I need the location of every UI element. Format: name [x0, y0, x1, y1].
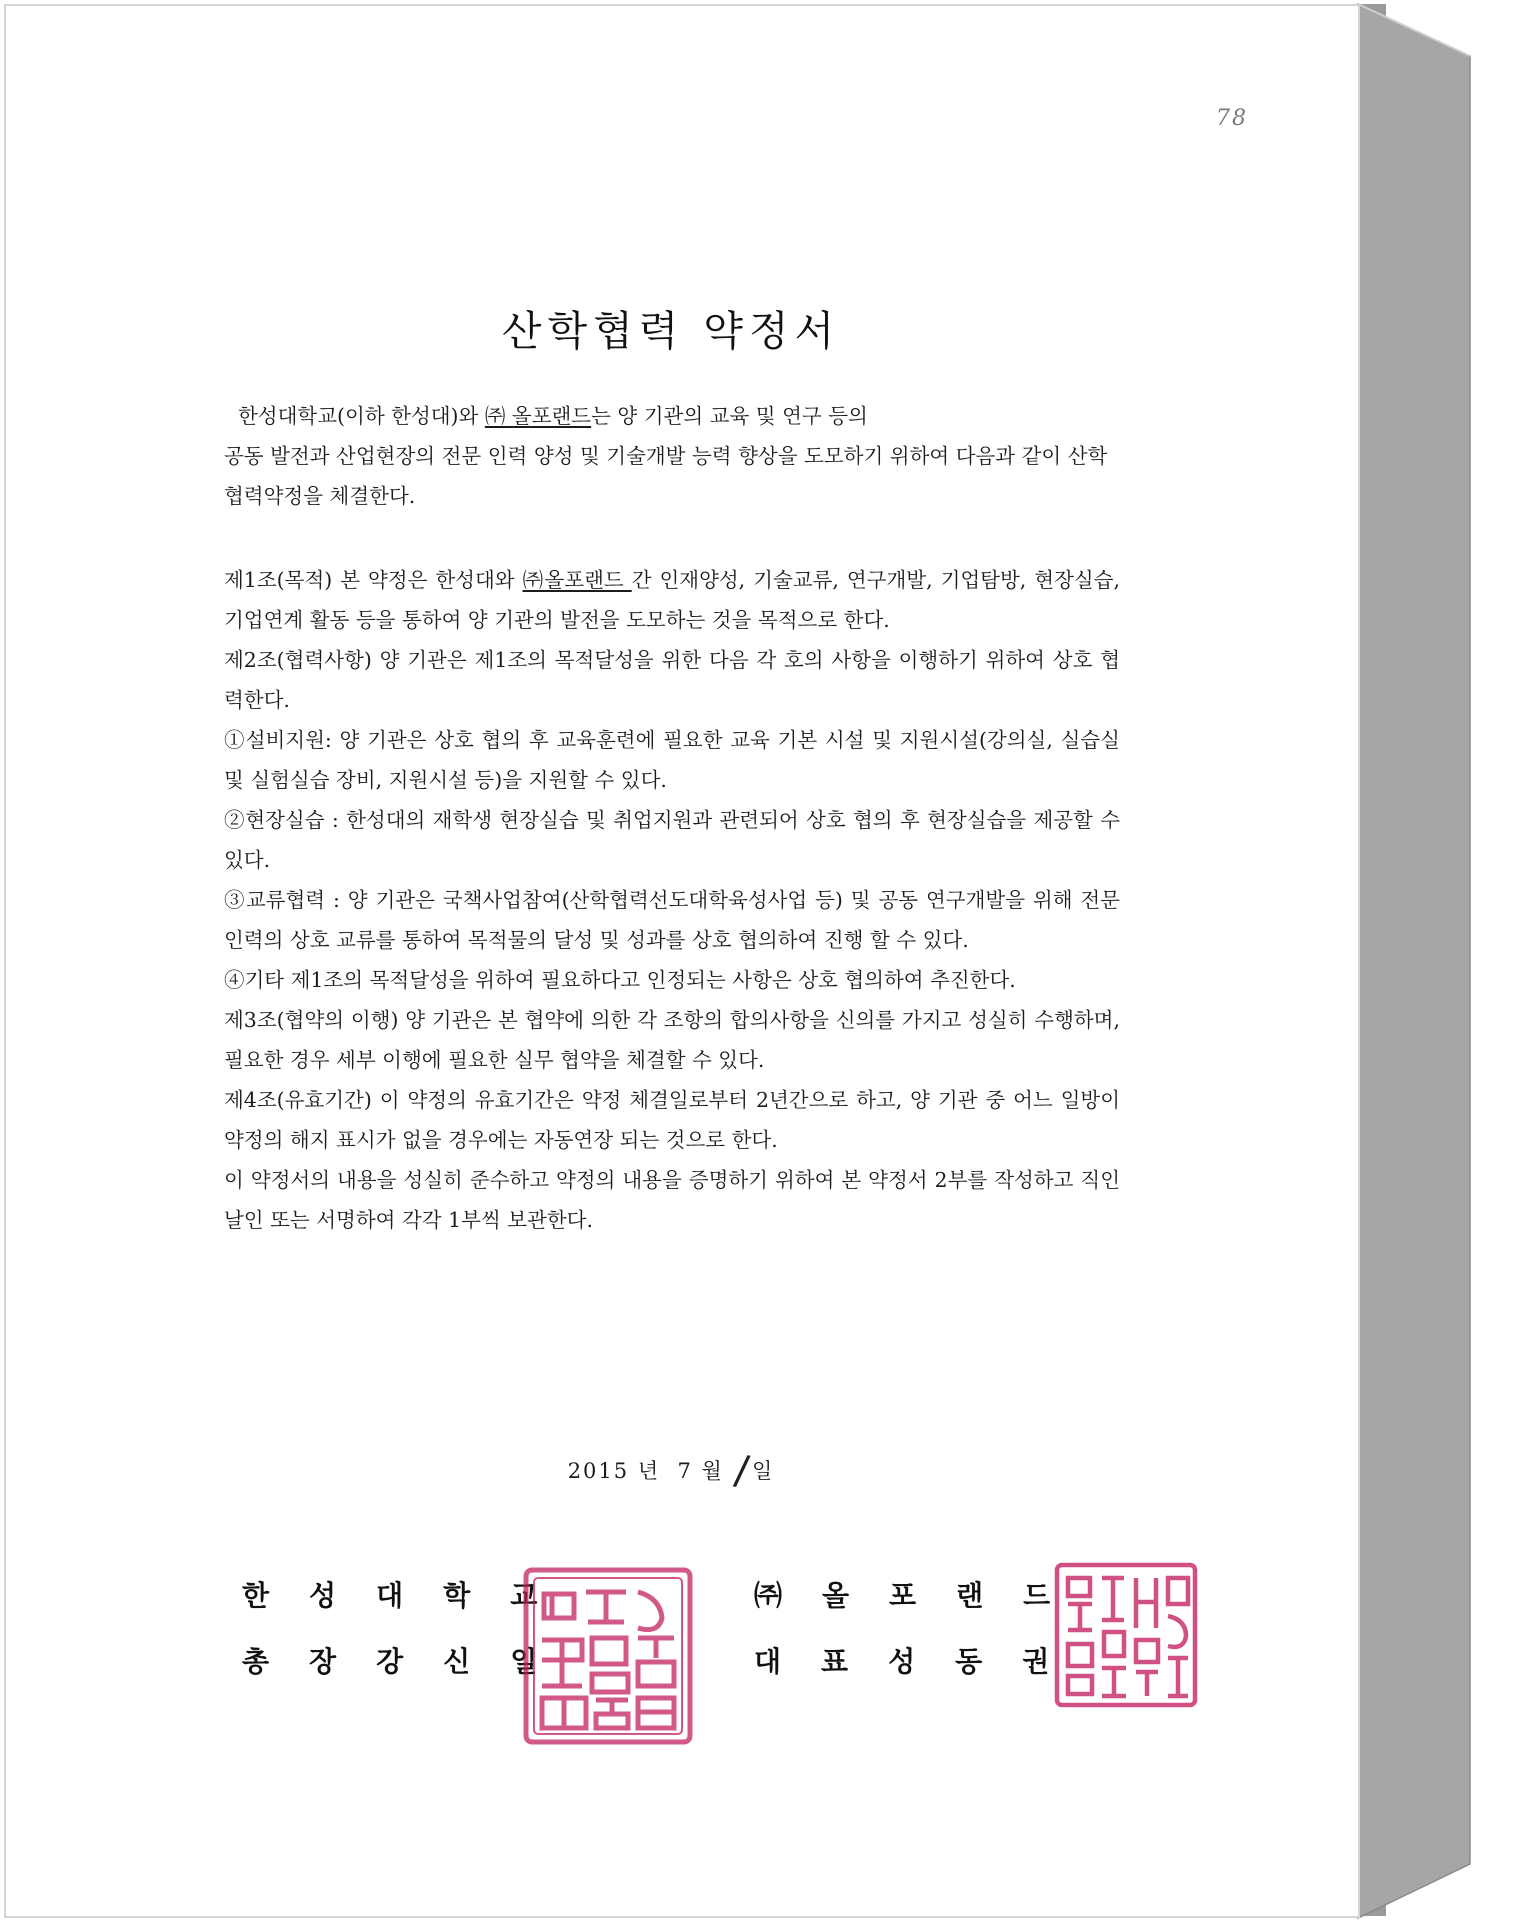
article-2: 제2조(협력사항) 양 기관은 제1조의 목적달성을 위한 다음 각 호의 사항을 이행하기 위하여 상호 협력한다.	[224, 648, 1120, 712]
date-month-unit: 월	[701, 1459, 724, 1483]
article-2-item-3: ③교류협력 : 양 기관은 국책사업참여(산학협력선도대학육성사업 등) 및 공동 연구개발을 위해 전문인력의 상호 교류를 통하여 목적물의 달성 및 성과를 상호 협의하여 진행 할 수 있다.	[224, 888, 1120, 952]
company-seal-stamp	[1052, 1560, 1200, 1710]
article-1-company: ㈜올포랜드	[522, 568, 632, 592]
article-1	[224, 560, 1120, 640]
document-page	[4, 4, 1360, 1918]
signatory-left-organization: 한성대학교	[242, 1579, 578, 1612]
intro-paragraph	[224, 396, 1120, 516]
article-2-item-1: ①설비지원: 양 기관은 상호 협의 후 교육훈련에 필요한 교육 기본 시설 및 지원시설(강의실, 실습실 및 실험실습 장비, 지원시설 등)을 지원할 수 있다.	[224, 728, 1120, 792]
article-1-lead: 제1조(목적) 본 약정은 한성대와	[224, 568, 523, 592]
article-1-body: 간 인재양성, 기술교류, 연구개발, 기업탐방, 현장실습, 기업연계 활동 등을 통하여 양 기관의 발전을 도모하는 것을 목적으로 한다.	[224, 568, 1120, 632]
signatory-right-name: 대표성동권	[754, 1645, 1090, 1678]
closing-statement: 이 약정서의 내용을 성실히 준수하고 약정의 내용을 증명하기 위하여 본 약정서 2부를 작성하고 직인날인 또는 서명하여 각각 1부씩 보관한다.	[224, 1168, 1120, 1232]
signatory-right-organization: ㈜올포랜드	[754, 1579, 1091, 1612]
date-month: 7	[677, 1459, 693, 1483]
article-2-item-2: ②현장실습 : 한성대의 재학생 현장실습 및 취업지원과 관련되어 상호 협의 후 현장실습을 제공할 수 있다.	[224, 808, 1120, 872]
intro-lead: 한성대학교(이하 한성대)와	[238, 404, 485, 428]
university-seal-stamp	[520, 1564, 696, 1748]
intro-rest: 공동 발전과 산업현장의 전문 인력 양성 및 기술개발 능력 향상을 도모하기 위하여 다음과 같이 산학협력약정을 체결한다.	[224, 444, 1108, 508]
articles-section	[224, 560, 1120, 1240]
article-3: 제3조(협약의 이행) 양 기관은 본 협약에 의한 각 조항의 합의사항을 신의를 가지고 성실히 수행하며, 필요한 경우 세부 이행에 필요한 실무 협약을 체결할 수 있다.	[224, 1008, 1120, 1072]
date-day-unit: 일	[752, 1459, 775, 1483]
article-2-item-4: ④기타 제1조의 목적달성을 위하여 필요하다고 인정되는 사항은 상호 협의하여 추진한다.	[224, 968, 1016, 992]
signing-date	[6, 1442, 1336, 1495]
page-number: 78	[1216, 106, 1248, 131]
page-title: 산학협력 약정서	[501, 307, 841, 355]
date-day-handwritten: /	[731, 1447, 754, 1495]
date-year-unit: 년	[637, 1459, 661, 1483]
intro-first-line	[224, 396, 1120, 436]
intro-lead-tail: 는 양 기관의 교육 및 연구 등의	[591, 404, 868, 428]
date-year: 2015	[567, 1459, 630, 1483]
signatory-left-name: 총장강신일	[242, 1645, 578, 1678]
article-4: 제4조(유효기간) 이 약정의 유효기간은 약정 체결일로부터 2년간으로 하고, 양 기관 중 어느 일방이 약정의 해지 표시가 없을 경우에는 자동연장 되는 것으로 한다.	[224, 1088, 1120, 1152]
company-name-underlined: ㈜ 올포랜드	[484, 404, 592, 428]
